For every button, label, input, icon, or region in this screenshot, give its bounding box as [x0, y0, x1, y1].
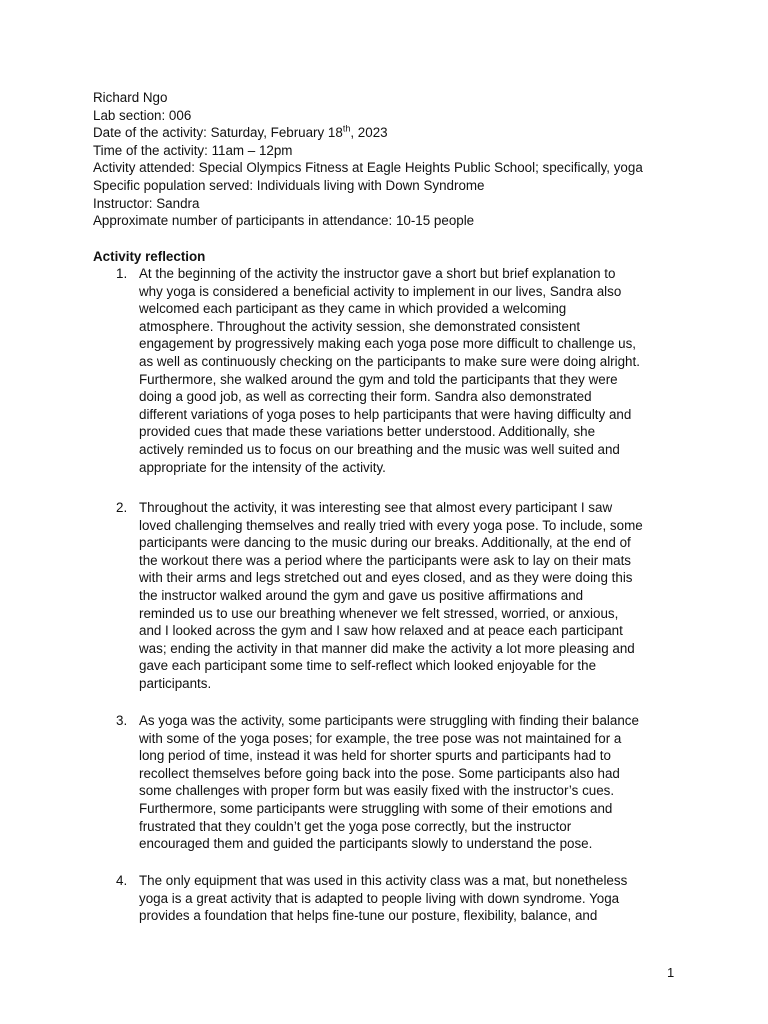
item-line: different variations of yoga poses to help participants that were having difficulty and — [139, 406, 632, 422]
item-text — [139, 499, 717, 693]
item-line: participants were dancing to the music during our breaks. Additionally, at the end of — [139, 535, 631, 551]
item-number: 1. — [116, 266, 128, 281]
item-line: long period of time, instead it was held for shorter spurts and participants had to — [139, 748, 611, 764]
item-number: 2. — [116, 500, 128, 515]
header-info — [93, 89, 713, 230]
item-line: as well as continuously checking on the participants to make sure were doing alright. — [139, 353, 640, 369]
item-line: provided cues that made these variations better understood. Additionally, she — [139, 424, 596, 440]
activity-date-suffix: , 2023 — [350, 125, 388, 141]
instructor: Instructor: Sandra — [93, 195, 200, 211]
item-line: engagement by progressively making each yoga pose more difficult to challenge us, — [139, 336, 636, 352]
item-line: actively reminded us to focus on our breathing and the music was well suited and — [139, 441, 620, 457]
activity-attended: Activity attended: Special Olympics Fitness at Eagle Heights Public School; specifically, yoga — [93, 160, 643, 176]
item-line: appropriate for the intensity of the activity. — [139, 459, 386, 475]
item-line: The only equipment that was used in this activity class was a mat, but nonetheless — [139, 873, 628, 888]
item-text — [139, 872, 717, 925]
item-line: As yoga was the activity, some participants were struggling with finding their balance — [139, 713, 639, 728]
item-text — [139, 265, 717, 476]
item-line: why yoga is considered a beneficial activity to implement in our lives, Sandra also — [139, 283, 622, 299]
item-line: gave each participant some time to self-reflect which looked enjoyable for the — [139, 658, 597, 674]
item-line: some challenges with proper form but was easily fixed with the instructor’s cues. — [139, 783, 615, 799]
item-line: and I looked across the gym and I saw how relaxed and at peace each participant — [139, 623, 623, 639]
item-line: frustrated that they couldn’t get the yoga pose correctly, but the instructor — [139, 818, 572, 834]
item-line: provides a foundation that helps fine-tune our posture, flexibility, balance, and — [139, 908, 598, 924]
item-line: with some of the yoga poses; for example, the tree pose was not maintained for a — [139, 730, 622, 746]
lab-section: Lab section: 006 — [93, 107, 192, 123]
item-line: the workout there was a period where the participants were ask to lay on their mats — [139, 552, 631, 568]
item-text — [139, 712, 717, 853]
activity-date-prefix: Date of the activity: Saturday, February 18 — [93, 125, 343, 141]
participant-count: Approximate number of participants in attendance: 10-15 people — [93, 213, 475, 229]
item-line: loved challenging themselves and really tried with every yoga pose. To include, some — [139, 517, 643, 533]
item-number: 3. — [116, 713, 128, 728]
student-name: Richard Ngo — [93, 90, 168, 105]
item-line: encouraged them and guided the participants slowly to understand the pose. — [139, 836, 593, 852]
item-line: yoga is a great activity that is adapted to people living with down syndrome. Yoga — [139, 890, 620, 906]
page-number: 1 — [667, 965, 675, 980]
item-line: the instructor walked around the gym and gave us positive affirmations and — [139, 587, 584, 603]
activity-time: Time of the activity: 11am – 12pm — [93, 142, 293, 158]
item-line: reminded us to use our breathing whenever we felt stressed, worried, or anxious, — [139, 605, 619, 621]
item-line: Furthermore, some participants were struggling with some of their emotions and — [139, 800, 613, 816]
activity-date-superscript: th — [342, 123, 351, 134]
item-line: doing a good job, as well as correcting their form. Sandra also demonstrated — [139, 389, 592, 405]
item-line: with their arms and legs stretched out and eyes closed, and as they were doing this — [139, 570, 633, 586]
item-line: was; ending the activity in that manner did make the activity a lot more pleasing and — [139, 640, 635, 656]
item-line: Throughout the activity, it was interesting see that almost every participant I saw — [139, 500, 613, 515]
activity-date — [93, 124, 713, 142]
item-line: atmosphere. Throughout the activity session, she demonstrated consistent — [139, 318, 581, 334]
item-line: At the beginning of the activity the instructor gave a short but brief explanation to — [139, 266, 616, 281]
item-number: 4. — [116, 873, 128, 888]
item-line: recollect themselves before going back into the pose. Some participants also had — [139, 765, 620, 781]
population-served: Specific population served: Individuals living with Down Syndrome — [93, 177, 485, 193]
item-line: welcomed each participant as they came in which provided a welcoming — [139, 301, 567, 317]
item-line: participants. — [139, 675, 212, 691]
item-line: Furthermore, she walked around the gym and told the participants that they were — [139, 371, 618, 387]
reflection-title: Activity reflection — [93, 249, 206, 264]
